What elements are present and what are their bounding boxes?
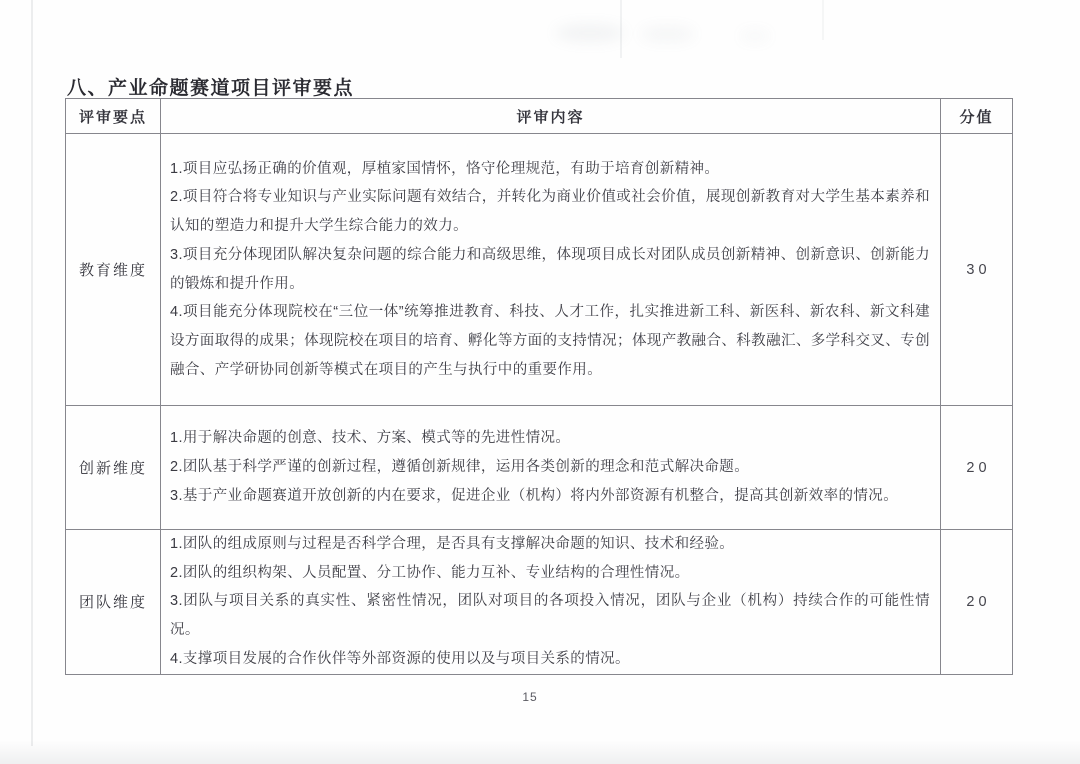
criteria-item: 1.项目应弘扬正确的价值观，厚植家国情怀，恪守伦理规范，有助于培育创新精神。 [170,160,720,177]
table-row-innovation [66,406,1013,530]
criteria-item: 3.项目充分体现团队解决复杂问题的综合能力和高级思维，体现项目成长对团队成员创新精神、创新意识、创新能力的锻炼和提升作用。 [170,246,930,292]
scan-artifact [740,30,770,42]
criteria-item: 2.团队的组织构架、人员配置、分工协作、能力互补、专业结构的合理性情况。 [170,564,690,581]
score-value: 30 [941,134,1013,406]
dimension-label: 团队维度 [66,530,161,675]
criteria-item: 4.支撑项目发展的合作伙伴等外部资源的使用以及与项目关系的情况。 [170,650,630,667]
criteria-item: 2.团队基于科学严谨的创新过程，遵循创新规律，运用各类创新的理念和范式解决命题。 [170,459,750,476]
criteria-item: 1.用于解决命题的创意、技术、方案、模式等的先进性情况。 [170,430,571,447]
page-edge-line [31,0,33,746]
scan-artifact [640,26,695,42]
header-review-points: 评审要点 [66,99,161,134]
criteria-item: 1.团队的组成原则与过程是否科学合理，是否具有支撑解决命题的知识、技术和经验。 [170,536,735,552]
criteria-item: 3.团队与项目关系的真实性、紧密性情况，团队对项目的各项投入情况，团队与企业（机构）持续合作的可能性情况。 [170,593,930,639]
score-value: 20 [941,406,1013,530]
criteria-item: 4.项目能充分体现院校在“三位一体”统筹推进教育、科技、人才工作，扎实推进新工科、新医科、新农科、新文科建设方面取得的成果；体现院校在项目的培育、孵化等方面的支持情况；体现产教融合、科教融汇、多学科交叉、专创融合、产学研协同创新等模式在项目的产生与执行中的重要作用。 [170,304,930,378]
scan-artifact [555,24,625,42]
dimension-label: 创新维度 [66,406,161,530]
criteria-item: 2.项目符合将专业知识与产业实际问题有效结合，并转化为商业价值或社会价值，展现创新教育对大学生基本素养和认知的塑造力和提升大学生综合能力的效力。 [170,189,930,235]
scan-artifact [620,0,622,58]
criteria-item: 3.基于产业命题赛道开放创新的内在要求，促进企业（机构）将内外部资源有机整合，提高其创新效率的情况。 [170,487,899,504]
score-value: 20 [941,530,1013,675]
page-number: 15 [522,690,538,704]
page-edge-shadow [0,740,1080,764]
scan-artifact [822,0,824,40]
criteria-content-cell [161,530,941,675]
dimension-label: 教育维度 [66,134,161,406]
header-score: 分值 [941,99,1013,134]
section-title: 八、产业命题赛道项目评审要点 [67,78,355,99]
review-criteria-table [65,98,1013,675]
criteria-content-cell [161,134,941,406]
table-header-row [66,99,1013,134]
table-row-education [66,134,1013,406]
header-review-content: 评审内容 [161,99,941,134]
table-row-team [66,530,1013,675]
criteria-content-cell [161,406,941,530]
